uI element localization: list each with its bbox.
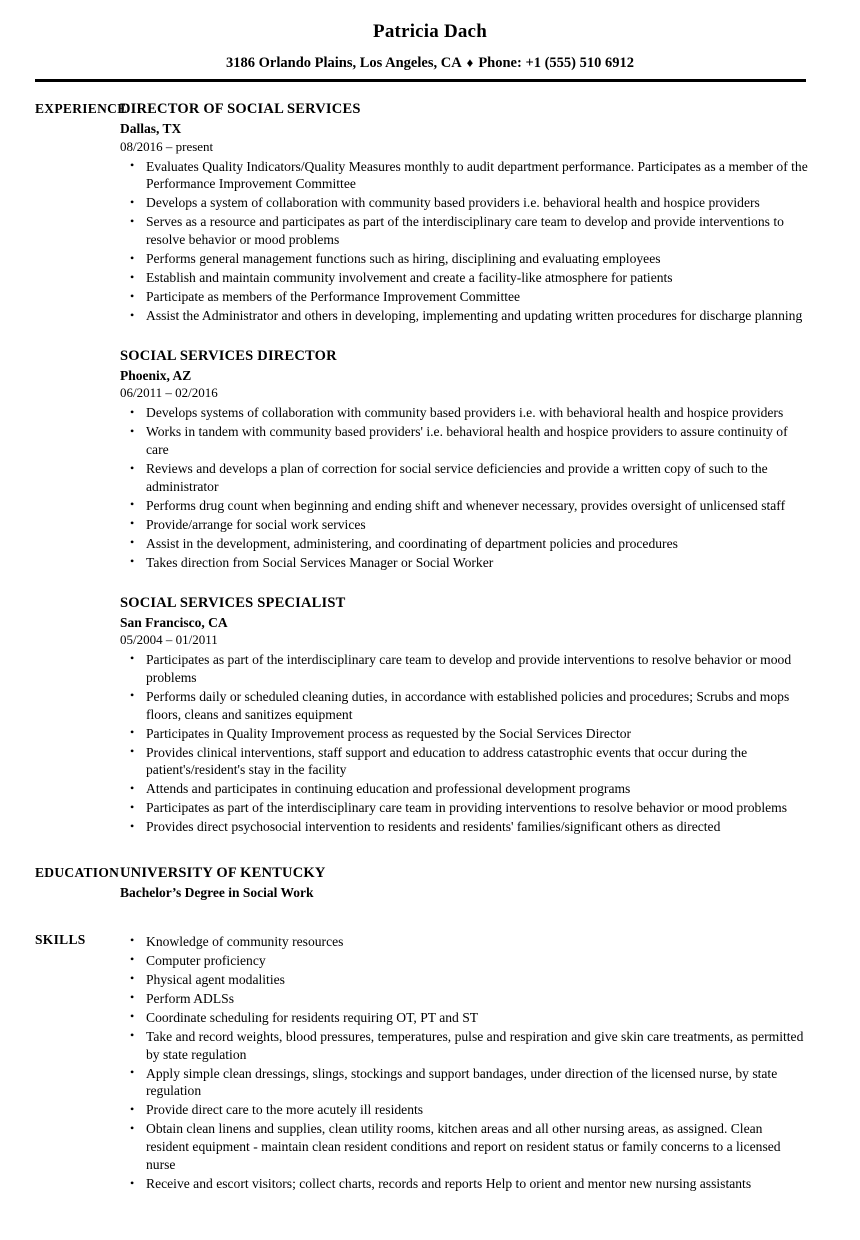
job-bullet: • Participates as part of the interdisciplinary care team in providing interventions to resolve behavior or mood problems: [120, 799, 808, 817]
candidate-name: Patricia Dach: [373, 21, 487, 42]
experience-entry: [120, 347, 808, 572]
skill-bullet: • Coordinate scheduling for residents requiring OT, PT and ST: [120, 1009, 808, 1027]
job-bullet: • Provides direct psychosocial intervention to residents and residents' families/significant others as directed: [120, 818, 808, 836]
job-bullet: • Develops a system of collaboration with community based providers i.e. behavioral health and hospice providers: [120, 194, 808, 212]
resume-header: [0, 0, 860, 82]
job-bullet: • Performs drug count when beginning and ending shift and whenever necessary, provides oversight of unlicensed staff: [120, 497, 808, 515]
education-degree: Bachelor’s Degree in Social Work: [120, 885, 314, 901]
skills-body: [120, 931, 860, 1193]
skill-bullet: • Physical agent modalities: [120, 971, 808, 989]
skill-bullet: • Knowledge of community resources: [120, 933, 808, 951]
job-bullet: • Attends and participates in continuing education and professional development programs: [120, 780, 808, 798]
job-bullet: • Reviews and develops a plan of correction for social service deficiencies and provide a written copy of such to the administrator: [120, 460, 808, 496]
contact-line: [0, 55, 860, 72]
header-divider: [35, 79, 806, 82]
job-bullet: • Assist the Administrator and others in developing, implementing and updating written procedures for discharge planning: [120, 307, 808, 325]
job-bullet: • Performs general management functions such as hiring, disciplining and evaluating employees: [120, 250, 808, 268]
experience-entry: [120, 594, 808, 837]
skill-bullet: • Take and record weights, blood pressures, temperatures, pulse and respiration and give skin care treatments, as permitted by state regulation: [120, 1028, 808, 1064]
job-location: San Francisco, CA: [120, 614, 228, 630]
job-bullet: • Evaluates Quality Indicators/Quality Measures monthly to audit department performance. Participates as a member of the Performance Improvement Committee: [120, 158, 808, 194]
job-dates: 06/2011 – 02/2016: [120, 385, 218, 401]
skill-bullet: • Obtain clean linens and supplies, clean utility rooms, kitchen areas and all other nursing areas, as assigned. Clean resident equipment - maintain clean resident conditions and report on resident status or family concerns to a licensed nurse: [120, 1120, 808, 1174]
job-bullet: • Takes direction from Social Services Manager or Social Worker: [120, 554, 808, 572]
job-title: DIRECTOR OF SOCIAL SERVICES: [120, 101, 361, 118]
experience-section: [0, 100, 860, 836]
skill-bullet: • Apply simple clean dressings, slings, stockings and support bandages, under direction of the licensed nurse, by state regulation: [120, 1065, 808, 1101]
job-location: Dallas, TX: [120, 121, 182, 137]
skills-bullet-list: [120, 933, 808, 1193]
experience-entry: [120, 100, 808, 325]
skill-bullet: • Computer proficiency: [120, 952, 808, 970]
education-school: UNIVERSITY OF KENTUCKY: [120, 865, 326, 882]
education-section: [0, 864, 860, 903]
skills-section: [0, 931, 860, 1193]
job-bullet: • Performs daily or scheduled cleaning duties, in accordance with established policies and procedures; Scrubs and mops floors, cleans and sanitizes equipment: [120, 688, 808, 724]
job-bullet: • Establish and maintain community involvement and create a facility-like atmosphere for patients: [120, 269, 808, 287]
skill-bullet: • Receive and escort visitors; collect charts, records and reports Help to orient and mentor new nursing assistants: [120, 1175, 808, 1193]
job-bullet: • Serves as a resource and participates as part of the interdisciplinary care team to develop and provide interventions to resolve behavior or mood problems: [120, 213, 808, 249]
skill-bullet: • Provide direct care to the more acutely ill residents: [120, 1101, 808, 1119]
job-bullet-list: [120, 158, 808, 325]
job-bullet: • Participates in Quality Improvement process as requested by the Social Services Director: [120, 725, 808, 743]
job-bullet: • Works in tandem with community based providers' i.e. behavioral health and hospice providers to assure continuity of care: [120, 423, 808, 459]
job-bullet: • Provides clinical interventions, staff support and education to address catastrophic events that occur during the patient's/resident's stay in the facility: [120, 744, 808, 780]
skill-bullet: • Perform ADLSs: [120, 990, 808, 1008]
section-label-education: EDUCATION: [35, 865, 120, 881]
contact-address: 3186 Orlando Plains, Los Angeles, CA: [226, 54, 462, 71]
job-bullet: • Participate as members of the Performance Improvement Committee: [120, 288, 808, 306]
job-bullet: • Assist in the development, administering, and coordinating of department policies and procedures: [120, 535, 808, 553]
job-bullet-list: [120, 404, 808, 571]
experience-body: [120, 100, 860, 836]
job-title: SOCIAL SERVICES SPECIALIST: [120, 594, 346, 611]
job-title: SOCIAL SERVICES DIRECTOR: [120, 347, 337, 364]
job-bullet-list: [120, 651, 808, 836]
contact-phone: Phone: +1 (555) 510 6912: [478, 54, 634, 71]
education-body: [120, 864, 860, 903]
section-label-experience: EXPERIENCE: [35, 101, 127, 117]
job-bullet: • Provide/arrange for social work services: [120, 516, 808, 534]
job-bullet: • Develops systems of collaboration with community based providers i.e. with behavioral health and hospice providers: [120, 404, 808, 422]
diamond-separator-icon: ♦: [466, 54, 474, 70]
section-label-skills: SKILLS: [35, 931, 86, 947]
job-location: Phoenix, AZ: [120, 368, 192, 384]
job-bullet: • Participates as part of the interdisciplinary care team to develop and provide interventions to resolve behavior or mood problems: [120, 651, 808, 687]
job-dates: 08/2016 – present: [120, 138, 214, 154]
job-dates: 05/2004 – 01/2011: [120, 631, 218, 647]
